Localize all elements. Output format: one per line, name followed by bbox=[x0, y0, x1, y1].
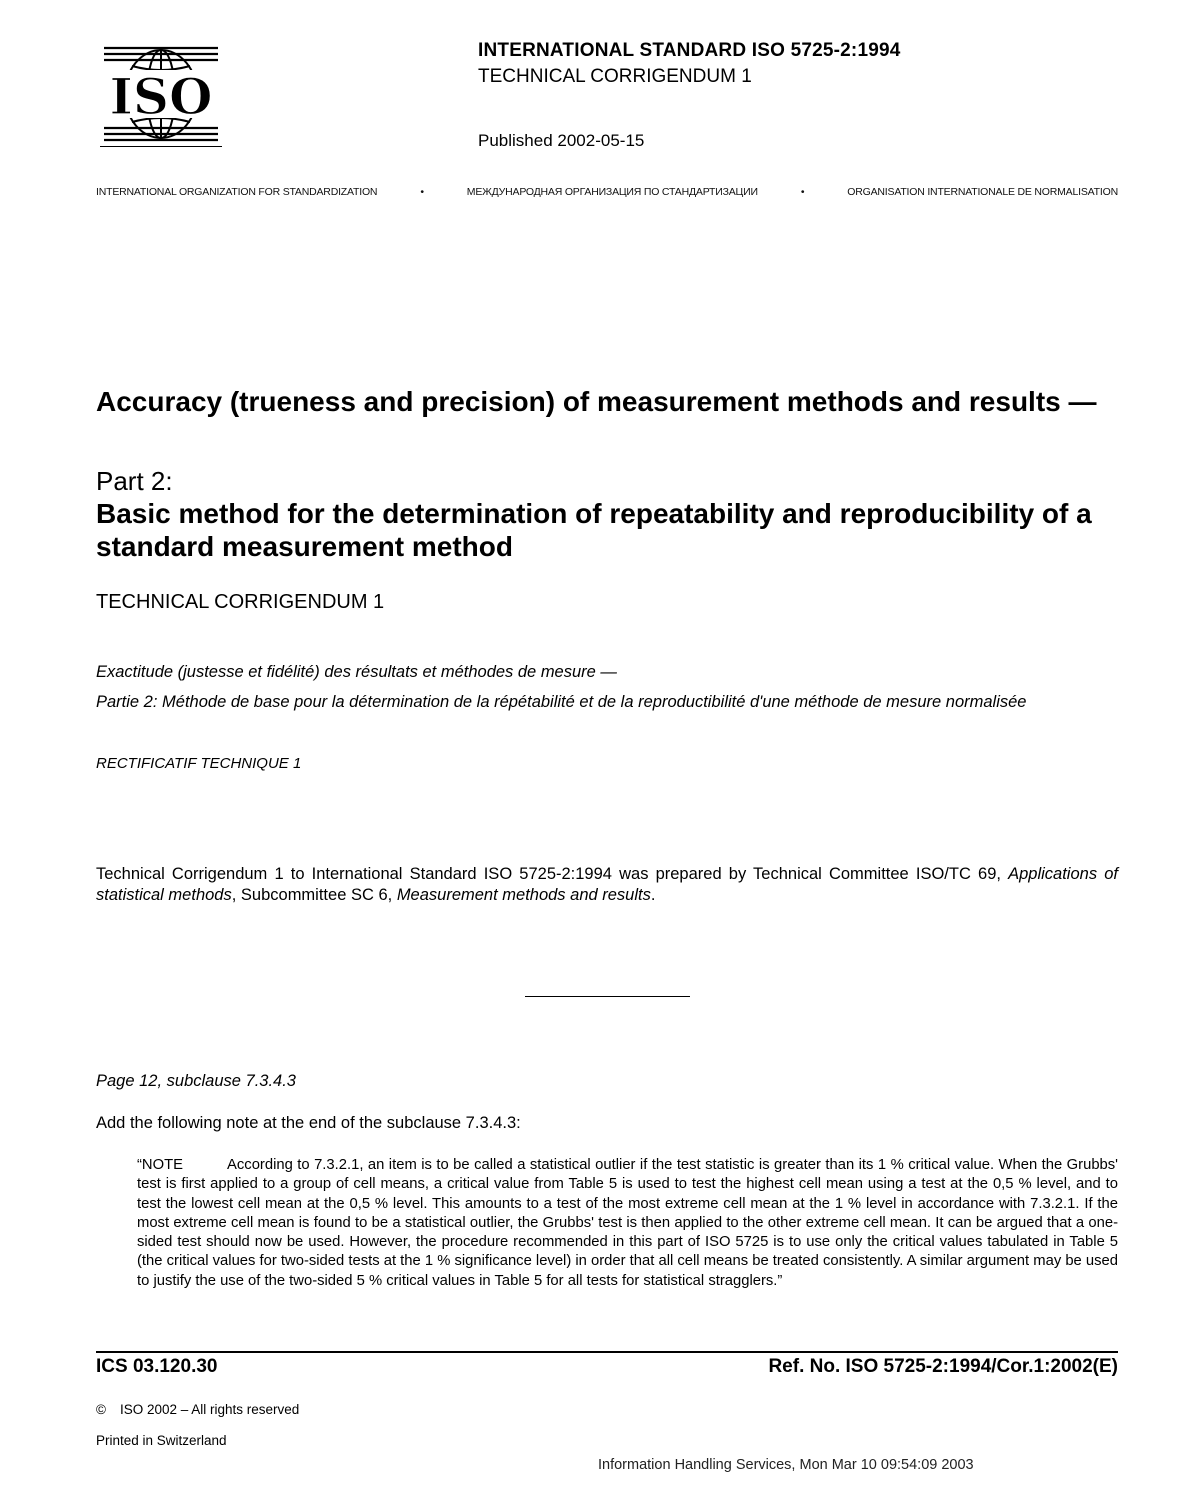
org-separator: • bbox=[800, 186, 805, 198]
standard-title: INTERNATIONAL STANDARD ISO 5725-2:1994 bbox=[478, 40, 901, 61]
subcommittee-name: Measurement methods and results bbox=[396, 886, 651, 904]
reference-number: Ref. No. ISO 5725-2:1994/Cor.1:2002(E) bbox=[768, 1356, 1118, 1377]
note-text: According to 7.3.2.1, an item is to be called a statistical outlier if the test statistic is greater than its 1 % critical value. When the Grubbs' test is first applied to a group of cell means, a critical value from Table 5 is used to test the highest cell mean using a test at the 0,5 % level, and to test the lowest cell mean at the 0,5 % level. This amounts to a test of the most extreme cell mean at the 1 % level in accordance with 7.3.2.1. If the most extreme cell mean is found to be a statistical outlier, the Grubbs' test is then applied to the other extreme cell mean. It can be argued that a one-sided test should now be used. However, the procedure recommended in this part of ISO 5725 is to use only the critical values tabulated in Table 5 (the critical values for two-sided tests at the 1 % significance level) in order that all cell means be treated consistently. A similar argument may be used to justify the use of the two-sided 5 % critical values in Table 5 for all tests for statistical stragglers.” bbox=[137, 1157, 1118, 1289]
note-paragraph bbox=[137, 1156, 1118, 1291]
intro-paragraph bbox=[96, 864, 1118, 906]
standard-subtitle: TECHNICAL CORRIGENDUM 1 bbox=[478, 66, 752, 87]
committee-name: Applications of statistical methods bbox=[96, 865, 1118, 904]
org-name-french: ORGANISATION INTERNATIONALE DE NORMALISATION bbox=[847, 186, 1118, 198]
part-label: Part 2: bbox=[96, 466, 173, 496]
published-date: Published 2002-05-15 bbox=[478, 131, 645, 150]
intro-text-1: Technical Corrigendum 1 to International Standard ISO 5725-2:1994 was prepared by Technical Committee ISO/TC 69, bbox=[96, 865, 1009, 883]
add-note-instruction: Add the following note at the end of the subclause 7.3.4.3: bbox=[96, 1114, 521, 1132]
french-title: Exactitude (justesse et fidélité) des résultats et méthodes de mesure — bbox=[96, 663, 617, 681]
part-title: Basic method for the determination of repeatability and reproducibility of a standard measurement method bbox=[96, 498, 1092, 562]
corrigendum-title: TECHNICAL CORRIGENDUM 1 bbox=[96, 591, 385, 613]
page-reference: Page 12, subclause 7.3.4.3 bbox=[96, 1072, 296, 1090]
footer-rule bbox=[96, 1351, 1118, 1353]
section-divider bbox=[525, 996, 690, 997]
iso-logo-graphic bbox=[100, 40, 222, 148]
ihs-stamp: Information Handling Services, Mon Mar 10 09:54:09 2003 bbox=[598, 1457, 974, 1473]
copyright-line bbox=[96, 1402, 299, 1417]
copyright-icon: © bbox=[96, 1402, 106, 1417]
org-name-russian: МЕЖДУНАРОДНАЯ ОРГАНИЗАЦИЯ ПО СТАНДАРТИЗАЦИИ bbox=[466, 186, 758, 198]
org-name-english: INTERNATIONAL ORGANIZATION FOR STANDARDIZATION bbox=[96, 186, 378, 198]
iso-logo bbox=[100, 40, 222, 148]
french-part-title: Partie 2: Méthode de base pour la détermination de la répétabilité et de la reproductibilité d'une méthode de mesure normalisée bbox=[96, 693, 1027, 711]
ics-code: ICS 03.120.30 bbox=[96, 1356, 218, 1377]
french-corrigendum: RECTIFICATIF TECHNIQUE 1 bbox=[96, 755, 302, 772]
printed-location: Printed in Switzerland bbox=[96, 1433, 227, 1448]
document-title: Accuracy (trueness and precision) of measurement methods and results — bbox=[96, 386, 1097, 417]
intro-text-2: , Subcommittee SC 6, bbox=[231, 886, 397, 904]
org-separator: • bbox=[420, 186, 424, 198]
note-label: “NOTE bbox=[137, 1157, 184, 1173]
organization-names-line bbox=[96, 186, 1118, 198]
copyright-text: ISO 2002 – All rights reserved bbox=[119, 1402, 300, 1417]
iso-logo-text: ISO bbox=[109, 67, 213, 126]
intro-text-3: . bbox=[650, 886, 656, 904]
logo-underline bbox=[100, 146, 222, 147]
